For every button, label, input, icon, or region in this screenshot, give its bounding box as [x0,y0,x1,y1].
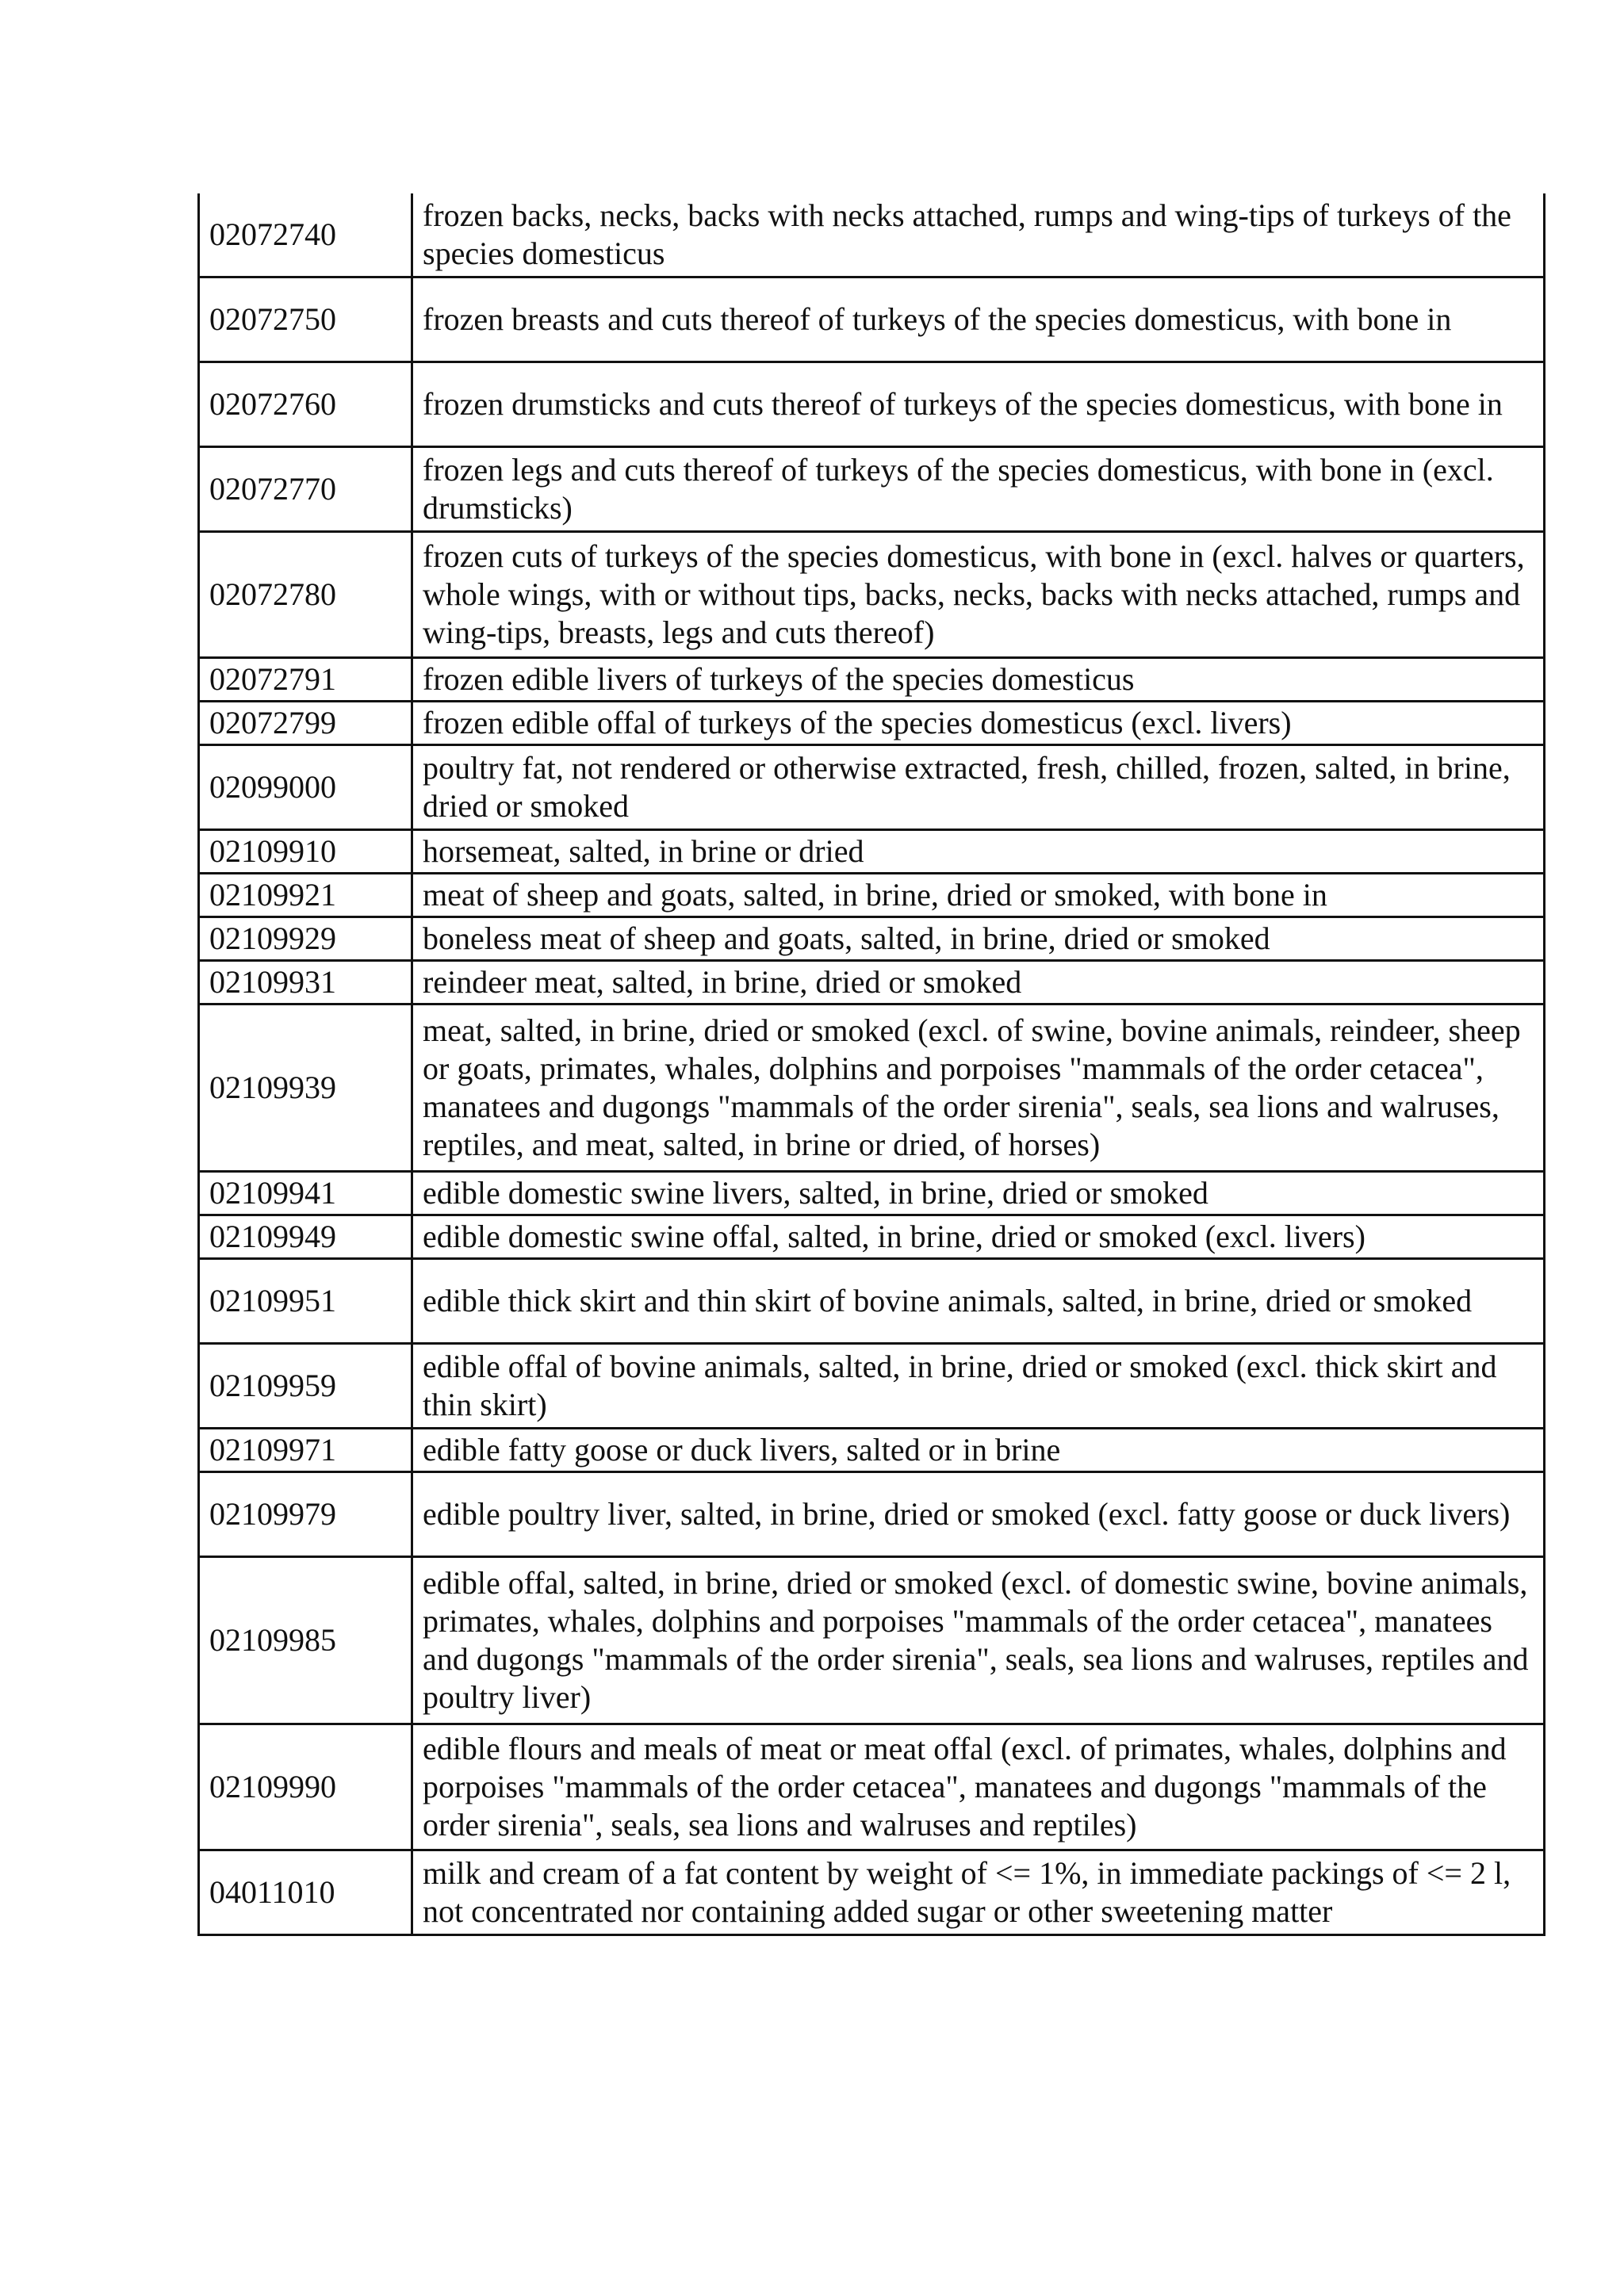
description-cell: frozen legs and cuts thereof of turkeys of the species domesticus, with bone in (excl. drumsticks) [412,447,1545,532]
description-cell: boneless meat of sheep and goats, salted, in brine, dried or smoked [412,917,1545,961]
table-row [199,277,1545,362]
description-cell: edible domestic swine offal, salted, in brine, dried or smoked (excl. livers) [412,1215,1545,1259]
table-row [199,1850,1545,1935]
description-cell: frozen cuts of turkeys of the species domesticus, with bone in (excl. halves or quarters, whole wings, with or without tips, backs, necks, backs with necks attached, rumps and wing-tips, breasts, legs and cuts thereof) [412,532,1545,658]
table-row [199,961,1545,1004]
description-cell: frozen breasts and cuts thereof of turkeys of the species domesticus, with bone in [412,277,1545,362]
table-body [199,193,1545,1935]
table-row [199,830,1545,874]
description-cell: milk and cream of a fat content by weight of <= 1%, in immediate packings of <= 2 l, not concentrated nor containing added sugar or other sweetening matter [412,1850,1545,1935]
code-cell: 02109941 [199,1172,412,1215]
table-row [199,532,1545,658]
table-row [199,658,1545,702]
code-cell: 02109979 [199,1472,412,1557]
code-cell: 04011010 [199,1850,412,1935]
code-cell: 02072750 [199,277,412,362]
description-cell: frozen drumsticks and cuts thereof of turkeys of the species domesticus, with bone in [412,362,1545,447]
code-cell: 02109910 [199,830,412,874]
code-cell: 02109949 [199,1215,412,1259]
table-row [199,1557,1545,1724]
table-row [199,1429,1545,1472]
description-cell: edible flours and meals of meat or meat offal (excl. of primates, whales, dolphins and porpoises "mammals of the order cetacea", manatees and dugongs "mammals of the order sirenia", seals, sea lions and walruses and reptiles) [412,1724,1545,1850]
description-cell: frozen edible offal of turkeys of the species domesticus (excl. livers) [412,702,1545,745]
description-cell: edible offal of bovine animals, salted, in brine, dried or smoked (excl. thick skirt and thin skirt) [412,1344,1545,1429]
table-row [199,193,1545,277]
code-cell: 02109929 [199,917,412,961]
description-cell: frozen edible livers of turkeys of the species domesticus [412,658,1545,702]
table-row [199,1215,1545,1259]
description-cell: edible offal, salted, in brine, dried or smoked (excl. of domestic swine, bovine animals, primates, whales, dolphins and porpoises "mammals of the order cetacea", manatees and dugongs "mammals of the order sirenia", seals, sea lions and walruses, reptiles and poultry liver) [412,1557,1545,1724]
description-cell: edible poultry liver, salted, in brine, dried or smoked (excl. fatty goose or duck livers) [412,1472,1545,1557]
table-row [199,1472,1545,1557]
table-row [199,1724,1545,1850]
commodity-code-table [197,193,1545,1936]
code-cell: 02109985 [199,1557,412,1724]
code-cell: 02099000 [199,745,412,830]
description-cell: horsemeat, salted, in brine or dried [412,830,1545,874]
table-row [199,1172,1545,1215]
code-cell: 02109971 [199,1429,412,1472]
code-cell: 02109959 [199,1344,412,1429]
code-cell: 02109921 [199,874,412,917]
code-cell: 02109939 [199,1004,412,1172]
description-cell: edible thick skirt and thin skirt of bovine animals, salted, in brine, dried or smoked [412,1259,1545,1344]
table-row [199,1344,1545,1429]
description-cell: edible domestic swine livers, salted, in brine, dried or smoked [412,1172,1545,1215]
description-cell: meat, salted, in brine, dried or smoked (excl. of swine, bovine animals, reindeer, sheep or goats, primates, whales, dolphins and porpoises "mammals of the order cetacea", manatees and dugongs "mammals of the order sirenia", seals, sea lions and walruses, reptiles, and meat, salted, in brine or dried, of horses) [412,1004,1545,1172]
description-cell: poultry fat, not rendered or otherwise extracted, fresh, chilled, frozen, salted, in brine, dried or smoked [412,745,1545,830]
code-cell: 02072740 [199,193,412,277]
table-row [199,917,1545,961]
table-row [199,362,1545,447]
code-cell: 02109951 [199,1259,412,1344]
table-row [199,702,1545,745]
code-cell: 02072760 [199,362,412,447]
table-row [199,874,1545,917]
table-row [199,447,1545,532]
code-cell: 02072791 [199,658,412,702]
description-cell: frozen backs, necks, backs with necks attached, rumps and wing-tips of turkeys of the species domesticus [412,193,1545,277]
code-cell: 02072770 [199,447,412,532]
table-row [199,745,1545,830]
description-cell: edible fatty goose or duck livers, salted or in brine [412,1429,1545,1472]
description-cell: meat of sheep and goats, salted, in brine, dried or smoked, with bone in [412,874,1545,917]
description-cell: reindeer meat, salted, in brine, dried or smoked [412,961,1545,1004]
table-row [199,1259,1545,1344]
table-row [199,1004,1545,1172]
code-cell: 02072780 [199,532,412,658]
code-cell: 02072799 [199,702,412,745]
code-cell: 02109990 [199,1724,412,1850]
code-cell: 02109931 [199,961,412,1004]
